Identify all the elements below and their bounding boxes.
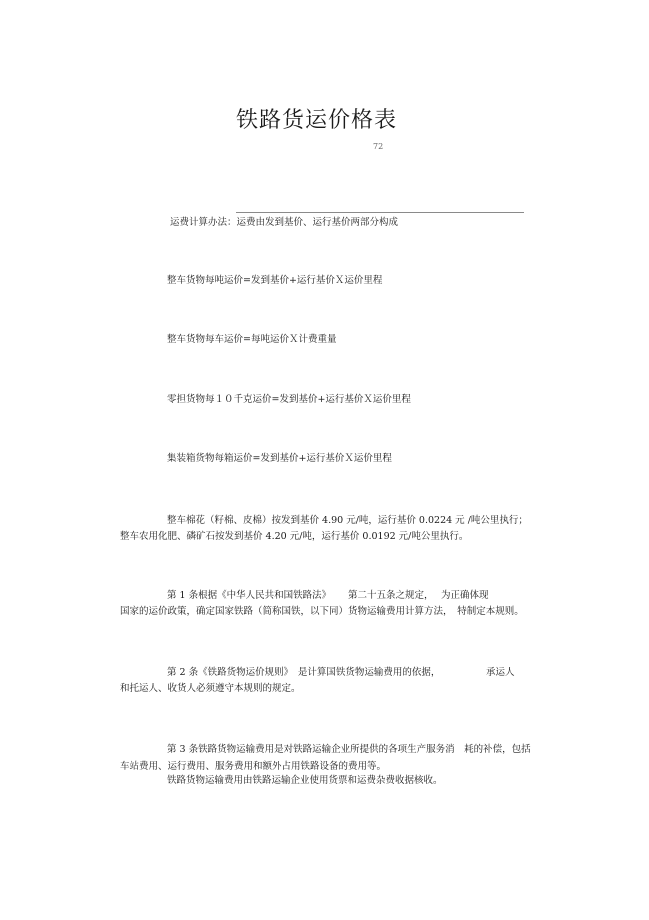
article-2-part-1: 第 2 条《铁路货物运价规则》 是计算国铁货物运输费用的依据， bbox=[167, 667, 441, 678]
special-rate-fertilizer: 整车农用化肥、磷矿石按发到基价 4.20 元/吨，运行基价 0.0192 元/吨公里执行。 bbox=[120, 531, 469, 542]
formula-container: 集装箱货物每箱运价=发到基价+运行基价Ｘ运价里程 bbox=[167, 453, 392, 464]
formula-wagon-per-car: 整车货物每车运价=每吨运价Ｘ计费重量 bbox=[167, 334, 337, 345]
formula-ltl: 零担货物每１０千克运价=发到基价+运行基价Ｘ运价里程 bbox=[167, 394, 411, 405]
article-3-line-2: 车站费用、运行费用、服务费用和额外占用铁路设备的费用等。 bbox=[120, 761, 387, 772]
article-1-line-2: 国家的运价政策，确定国家铁路（简称国铁，以下同）货物运输费用计算方法， 特制定本规则。 bbox=[120, 606, 524, 617]
header-rule bbox=[236, 212, 524, 213]
article-1-part-2: 第二十五条之规定， bbox=[348, 590, 434, 601]
article-2-part-2: 承运人 bbox=[486, 667, 515, 678]
formula-wagon-per-ton: 整车货物每吨运价=发到基价+运行基价Ｘ运价里程 bbox=[167, 275, 383, 286]
document-title: 铁路货运价格表 bbox=[236, 108, 398, 133]
article-2-line-2: 和托运人、收货人必须遵守本规则的规定。 bbox=[120, 683, 301, 694]
article-3-line-3: 铁路货物运输费用由铁路运输企业使用货票和运费杂费收据核收。 bbox=[167, 775, 443, 786]
article-1-part-3: 为正确体现 bbox=[441, 590, 489, 601]
article-3-line-1: 第 3 条铁路货物运输费用是对铁路运输企业所提供的各项生产服务消 耗的补偿，包括 bbox=[167, 744, 531, 755]
calculation-method: 运费计算办法：运费由发到基价、运行基价两部分构成 bbox=[170, 217, 399, 228]
special-rate-cotton: 整车棉花（籽棉、皮棉）按发到基价 4.90 元/吨，运行基价 0.0224 元 /吨公里执行； bbox=[167, 515, 528, 526]
article-1-part-1: 第 1 条根据《中华人民共和国铁路法》 bbox=[167, 590, 332, 601]
page-number: 72 bbox=[373, 142, 384, 151]
